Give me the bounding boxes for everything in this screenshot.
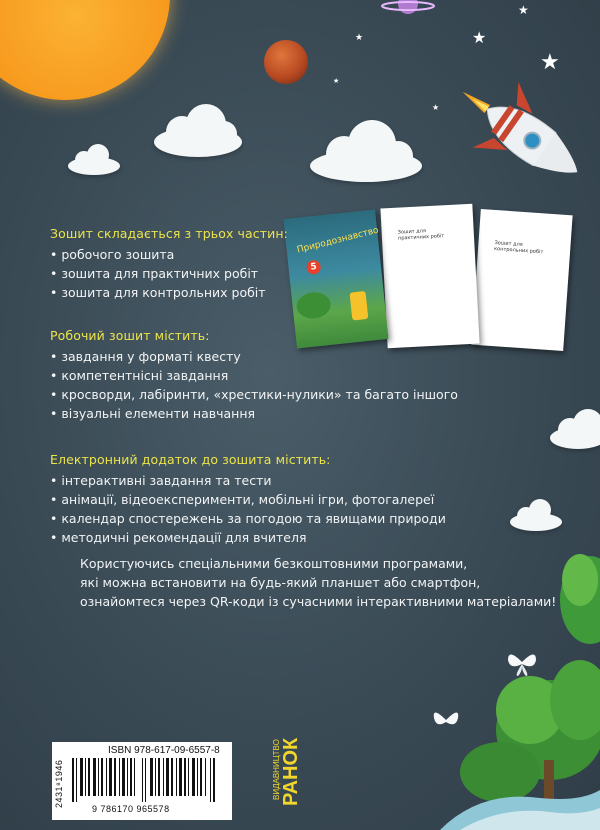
list-item: • візуальні елементи навчання bbox=[50, 404, 458, 423]
list-item: • робочого зошита bbox=[50, 245, 288, 264]
star-icon: ★ bbox=[472, 28, 487, 47]
practice-workbook-title: Зошит для практичних робіт bbox=[397, 228, 445, 242]
cloud-icon bbox=[152, 100, 244, 160]
cover-grade-badge: 5 bbox=[306, 260, 321, 275]
list-item: • анімації, відеоексперименти, мобільні ігри, фотогалереї bbox=[50, 490, 446, 509]
barcode-bars bbox=[70, 758, 228, 802]
publisher-logo: РАНОК bbox=[280, 737, 302, 806]
list-item: • календар спостережень за погодою та явищами природи bbox=[50, 509, 446, 528]
list-item: • завдання у форматі квесту bbox=[50, 347, 458, 366]
list-item: • інтерактивні завдання та тести bbox=[50, 471, 446, 490]
saturn-icon bbox=[380, 0, 440, 22]
cloud-icon bbox=[66, 142, 122, 176]
list-item: • методичні рекомендації для вчителя bbox=[50, 528, 446, 547]
section-digital-heading: Електронний додаток до зошита містить: bbox=[50, 452, 331, 467]
list-item: • зошита для контрольних робіт bbox=[50, 283, 288, 302]
ean-digits: 9 786170 965578 bbox=[92, 804, 170, 814]
section-digital bbox=[50, 452, 446, 547]
rocket-icon bbox=[440, 72, 600, 202]
closing-line: які можна встановити на будь-який планшет або смартфон, bbox=[80, 575, 481, 590]
side-digits-text: 2431⁸1946 bbox=[54, 759, 64, 808]
isbn-number: ISBN 978-617-09-6557-8 bbox=[108, 745, 220, 756]
closing-line: Користуючись спеціальними безкоштовними програмами, bbox=[80, 556, 468, 571]
closing-line: ознайомтеся через QR-коди із сучасними інтерактивними матеріалами! bbox=[80, 594, 557, 609]
cover-title: Природознавство bbox=[296, 225, 380, 256]
practice-workbook-thumbnail bbox=[380, 204, 479, 349]
side-digits bbox=[54, 748, 66, 814]
planet-icon bbox=[264, 40, 308, 84]
star-icon: ★ bbox=[518, 3, 529, 17]
section-workbook-heading: Робочий зошит містить: bbox=[50, 328, 210, 343]
phone-icon bbox=[350, 291, 369, 321]
cloud-icon bbox=[548, 404, 600, 452]
section-parts-heading: Зошит складається з трьох частин: bbox=[50, 226, 288, 241]
list-item: • компетентнісні завдання bbox=[50, 366, 458, 385]
list-item: • кросворди, лабіринти, «хрестики-нулики» та багато іншого bbox=[50, 385, 458, 404]
sun-icon bbox=[0, 0, 170, 100]
test-workbook-title: Зошит для контрольних робіт bbox=[493, 239, 544, 256]
barcode bbox=[52, 742, 232, 820]
list-item: • зошита для практичних робіт bbox=[50, 264, 288, 283]
star-icon: ★ bbox=[333, 77, 340, 85]
star-icon: ★ bbox=[540, 50, 560, 75]
cloud-icon bbox=[508, 496, 564, 534]
star-icon: ★ bbox=[355, 33, 364, 43]
star-icon: ★ bbox=[432, 103, 440, 112]
tree-icon bbox=[440, 540, 600, 830]
publisher-label: ВИДАВНИЦТВО bbox=[272, 739, 281, 800]
tree-icon bbox=[295, 291, 332, 320]
section-workbook bbox=[50, 328, 458, 423]
section-parts bbox=[50, 226, 288, 302]
cloud-icon bbox=[308, 118, 424, 184]
test-workbook-thumbnail bbox=[471, 209, 572, 351]
